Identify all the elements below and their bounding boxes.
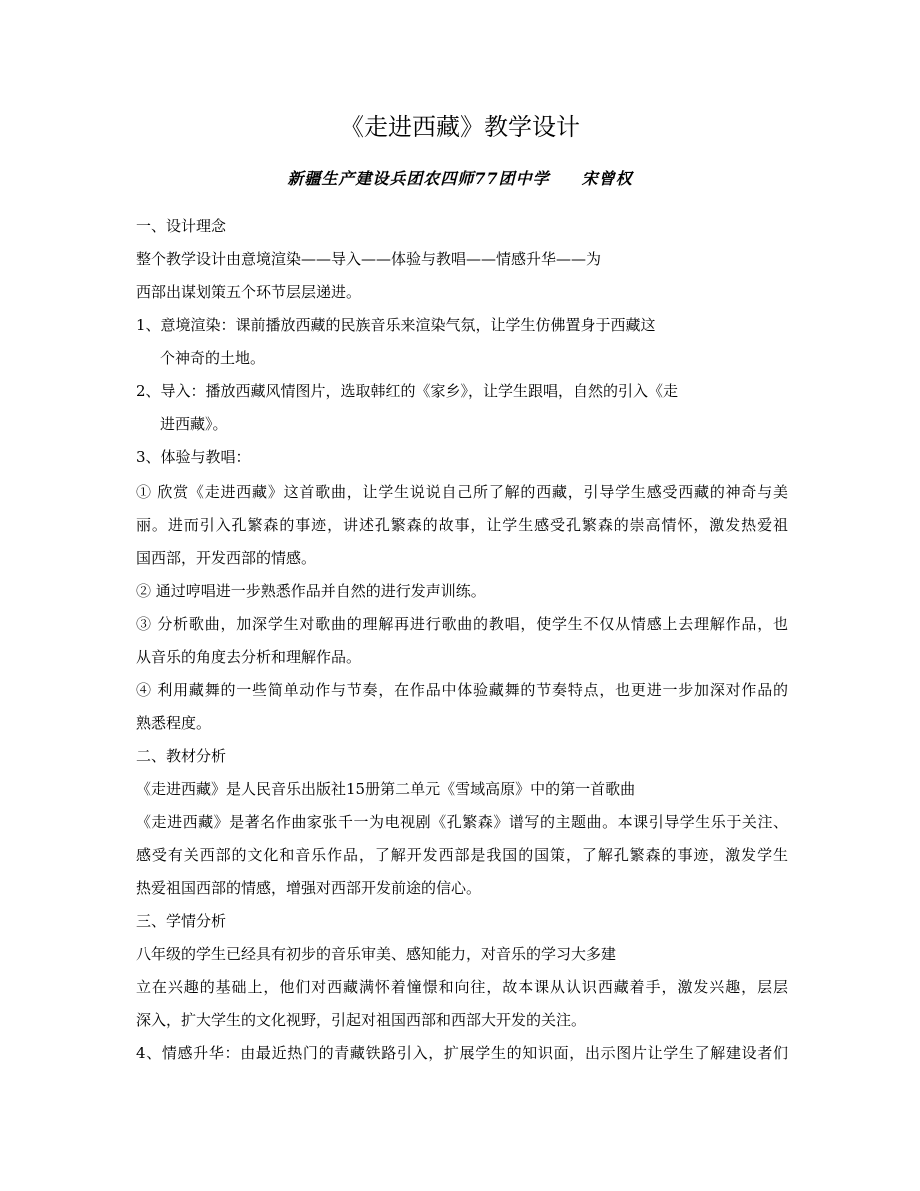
paragraph-line: 《走进西藏》是著名作曲家张千一为电视剧《孔繁森》谱写的主题曲。本课引导学生乐于关注、 <box>136 813 788 831</box>
document-title: 《走进西藏》教学设计 <box>340 113 580 141</box>
paragraph-line: 个神奇的土地。 <box>160 349 266 367</box>
paragraph-line: 西部出谋划策五个环节层层递进。 <box>136 283 362 301</box>
paragraph-line: 2、导入：播放西藏风情图片，选取韩红的《家乡》，让学生跟唱，自然的引入《走 <box>136 382 679 400</box>
paragraph-line: 丽。进而引入孔繁森的事迹，讲述孔繁森的故事，让学生感受孔繁森的崇高情怀，激发热爱祖 <box>136 516 788 534</box>
section-heading: 二、教材分析 <box>136 747 227 765</box>
paragraph-line: ③ 分析歌曲，加深学生对歌曲的理解再进行歌曲的教唱，使学生不仅从情感上去理解作品，也 <box>136 615 788 633</box>
paragraph-line: 整个教学设计由意境渲染——导入——体验与教唱——情感升华——为 <box>136 250 602 268</box>
author-org: 新疆生产建设兵团农四师77团中学 <box>287 169 550 188</box>
paragraph-line: 从音乐的角度去分析和理解作品。 <box>136 648 362 666</box>
paragraph-line: 感受有关西部的文化和音乐作品，了解开发西部是我国的国策，了解孔繁森的事迹，激发学生 <box>136 846 788 864</box>
paragraph-line: 《走进西藏》是人民音乐出版社15册第二单元《雪域高原》中的第一首歌曲 <box>136 780 636 798</box>
author-name: 宋曾权 <box>581 169 633 188</box>
paragraph-line: 3、体验与教唱： <box>136 448 251 466</box>
section-heading: 三、学情分析 <box>136 912 227 930</box>
paragraph-line: ② 通过哼唱进一步熟悉作品并自然的进行发声训练。 <box>136 582 486 600</box>
author-line <box>0 167 920 191</box>
paragraph-line: 熟悉程度。 <box>136 714 212 732</box>
paragraph-line: ① 欣赏《走进西藏》这首歌曲，让学生说说自己所了解的西藏，引导学生感受西藏的神奇与美 <box>136 483 788 501</box>
paragraph-line: 国西部，开发西部的情感。 <box>136 549 317 567</box>
paragraph-line: 八年级的学生已经具有初步的音乐审美、感知能力，对音乐的学习大多建 <box>136 945 617 963</box>
paragraph-line: 进西藏》。 <box>160 415 228 433</box>
section-heading: 一、设计理念 <box>136 217 227 235</box>
paragraph-line: 4、情感升华：由最近热门的青藏铁路引入，扩展学生的知识面，出示图片让学生了解建设者们 <box>136 1044 788 1062</box>
paragraph-line: 1、意境渲染：课前播放西藏的民族音乐来渲染气氛，让学生仿佛置身于西藏这 <box>136 316 656 334</box>
paragraph-line: ④ 利用藏舞的一些简单动作与节奏，在作品中体验藏舞的节奏特点，也更进一步加深对作品的 <box>136 681 788 699</box>
paragraph-line: 深入，扩大学生的文化视野，引起对祖国西部和西部大开发的关注。 <box>136 1011 587 1029</box>
paragraph-line: 热爱祖国西部的情感，增强对西部开发前途的信心。 <box>136 879 482 897</box>
paragraph-line: 立在兴趣的基础上，他们对西藏满怀着憧憬和向往，故本课从认识西藏着手，激发兴趣，层层 <box>136 978 788 996</box>
